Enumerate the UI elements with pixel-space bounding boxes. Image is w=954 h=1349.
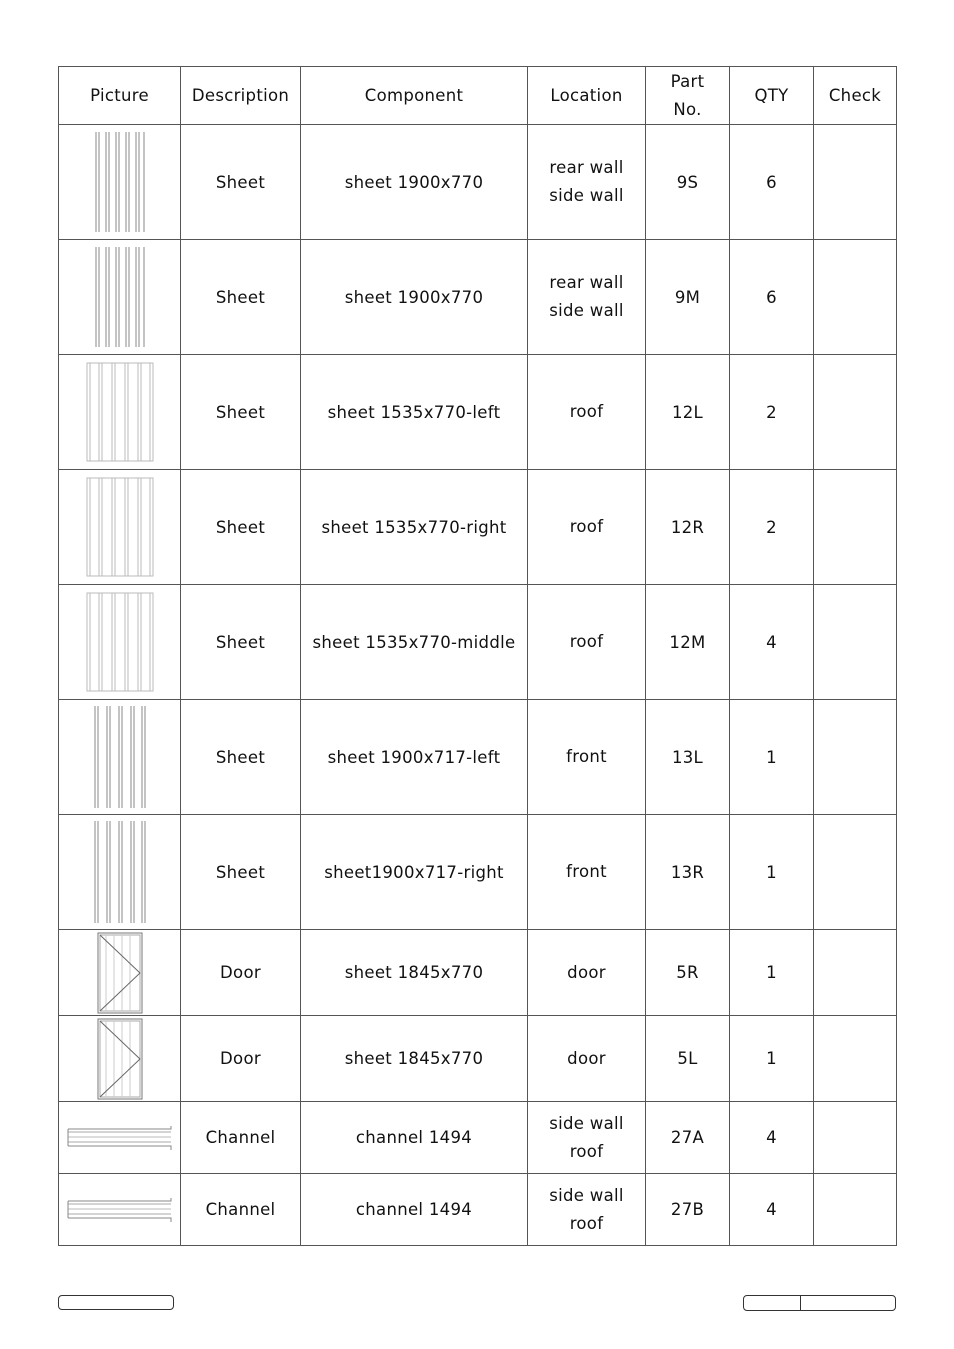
header-location: Location	[528, 67, 646, 125]
description-cell: Channel	[181, 1102, 301, 1174]
description-cell: Sheet	[181, 355, 301, 470]
location-cell	[528, 1102, 646, 1174]
table-row	[59, 470, 897, 585]
header-picture: Picture	[59, 67, 181, 125]
check-cell[interactable]	[814, 1174, 897, 1246]
part-no-cell: 12R	[646, 470, 730, 585]
component-cell: sheet 1535x770-middle	[301, 585, 528, 700]
location-line: roof	[569, 1213, 604, 1233]
component-cell: sheet 1845x770	[301, 930, 528, 1016]
channel-icon	[59, 1197, 180, 1223]
component-cell: sheet 1900x770	[301, 125, 528, 240]
description-cell: Channel	[181, 1174, 301, 1246]
check-cell[interactable]	[814, 125, 897, 240]
location-line: rear wall	[549, 273, 624, 292]
location-line: side wall	[549, 186, 624, 205]
header-description: Description	[181, 67, 301, 125]
description-cell: Sheet	[181, 240, 301, 355]
qty-cell: 1	[730, 815, 814, 930]
parts-table	[58, 66, 897, 1246]
location-cell	[528, 815, 646, 930]
location-line: door	[567, 962, 606, 982]
picture-cell	[59, 470, 181, 585]
component-cell: channel 1494	[301, 1174, 528, 1246]
part-no-cell: 12M	[646, 585, 730, 700]
table-row	[59, 240, 897, 355]
picture-cell	[59, 585, 181, 700]
component-cell: channel 1494	[301, 1102, 528, 1174]
wall-sheet-icon	[59, 131, 180, 233]
qty-cell: 2	[730, 355, 814, 470]
location-line: roof	[569, 632, 604, 651]
part-no-cell: 5R	[646, 930, 730, 1016]
location-cell	[528, 700, 646, 815]
footer-page-box	[743, 1295, 896, 1311]
location-line: side wall	[549, 301, 624, 320]
part-no-cell: 5L	[646, 1016, 730, 1102]
header-part-no	[646, 67, 730, 125]
description-cell: Sheet	[181, 470, 301, 585]
header-part-no-line2: No.	[673, 99, 702, 119]
component-cell: sheet 1900x770	[301, 240, 528, 355]
qty-cell: 6	[730, 125, 814, 240]
component-cell: sheet 1845x770	[301, 1016, 528, 1102]
description-cell: Door	[181, 1016, 301, 1102]
part-no-cell: 27B	[646, 1174, 730, 1246]
part-no-cell: 9S	[646, 125, 730, 240]
location-cell	[528, 470, 646, 585]
door-right-icon	[59, 932, 180, 1014]
check-cell[interactable]	[814, 585, 897, 700]
location-line: roof	[569, 1141, 604, 1161]
check-cell[interactable]	[814, 240, 897, 355]
qty-cell: 4	[730, 1174, 814, 1246]
qty-cell: 1	[730, 700, 814, 815]
check-cell[interactable]	[814, 355, 897, 470]
check-cell[interactable]	[814, 1102, 897, 1174]
table-row	[59, 125, 897, 240]
roof-sheet-icon	[59, 362, 180, 462]
component-cell: sheet 1535x770-right	[301, 470, 528, 585]
check-cell[interactable]	[814, 1016, 897, 1102]
description-cell: Sheet	[181, 585, 301, 700]
qty-cell: 1	[730, 930, 814, 1016]
picture-cell	[59, 930, 181, 1016]
part-no-cell: 12L	[646, 355, 730, 470]
component-cell: sheet 1535x770-left	[301, 355, 528, 470]
location-cell	[528, 125, 646, 240]
picture-cell	[59, 355, 181, 470]
table-row	[59, 585, 897, 700]
header-component: Component	[301, 67, 528, 125]
check-cell[interactable]	[814, 815, 897, 930]
table-row	[59, 815, 897, 930]
table-row	[59, 1016, 897, 1102]
table-row	[59, 355, 897, 470]
location-cell	[528, 1174, 646, 1246]
part-no-cell: 13L	[646, 700, 730, 815]
footer-label-box	[58, 1295, 174, 1310]
location-cell	[528, 355, 646, 470]
location-cell	[528, 1016, 646, 1102]
picture-cell	[59, 1174, 181, 1246]
footer-page-divider	[800, 1296, 801, 1310]
roof-sheet-icon	[59, 592, 180, 692]
picture-cell	[59, 700, 181, 815]
qty-cell: 1	[730, 1016, 814, 1102]
header-part-no-line1: Part	[670, 71, 705, 91]
location-cell	[528, 240, 646, 355]
location-line: roof	[569, 402, 604, 421]
table-row	[59, 930, 897, 1016]
header-row	[59, 67, 897, 125]
location-line: rear wall	[549, 158, 624, 177]
channel-icon	[59, 1125, 180, 1151]
qty-cell: 4	[730, 1102, 814, 1174]
door-left-icon	[59, 1018, 180, 1100]
front-sheet-icon	[59, 820, 180, 924]
qty-cell: 6	[730, 240, 814, 355]
check-cell[interactable]	[814, 470, 897, 585]
description-cell: Sheet	[181, 815, 301, 930]
picture-cell	[59, 815, 181, 930]
picture-cell	[59, 240, 181, 355]
check-cell[interactable]	[814, 930, 897, 1016]
picture-cell	[59, 1102, 181, 1174]
location-line: front	[566, 862, 607, 881]
table-row	[59, 1174, 897, 1246]
picture-cell	[59, 1016, 181, 1102]
component-cell: sheet1900x717-right	[301, 815, 528, 930]
table-row	[59, 1102, 897, 1174]
location-line: front	[566, 747, 607, 766]
qty-cell: 4	[730, 585, 814, 700]
location-line: side wall	[549, 1113, 624, 1133]
description-cell: Sheet	[181, 700, 301, 815]
location-line: roof	[569, 517, 604, 536]
location-line: side wall	[549, 1185, 624, 1205]
description-cell: Sheet	[181, 125, 301, 240]
location-line: door	[567, 1048, 606, 1068]
table-row	[59, 700, 897, 815]
check-cell[interactable]	[814, 700, 897, 815]
wall-sheet-icon	[59, 246, 180, 348]
description-cell: Door	[181, 930, 301, 1016]
component-cell: sheet 1900x717-left	[301, 700, 528, 815]
picture-cell	[59, 125, 181, 240]
header-qty: QTY	[730, 67, 814, 125]
location-cell	[528, 585, 646, 700]
front-sheet-icon	[59, 705, 180, 809]
part-no-cell: 13R	[646, 815, 730, 930]
location-cell	[528, 930, 646, 1016]
header-check: Check	[814, 67, 897, 125]
part-no-cell: 9M	[646, 240, 730, 355]
qty-cell: 2	[730, 470, 814, 585]
part-no-cell: 27A	[646, 1102, 730, 1174]
roof-sheet-icon	[59, 477, 180, 577]
